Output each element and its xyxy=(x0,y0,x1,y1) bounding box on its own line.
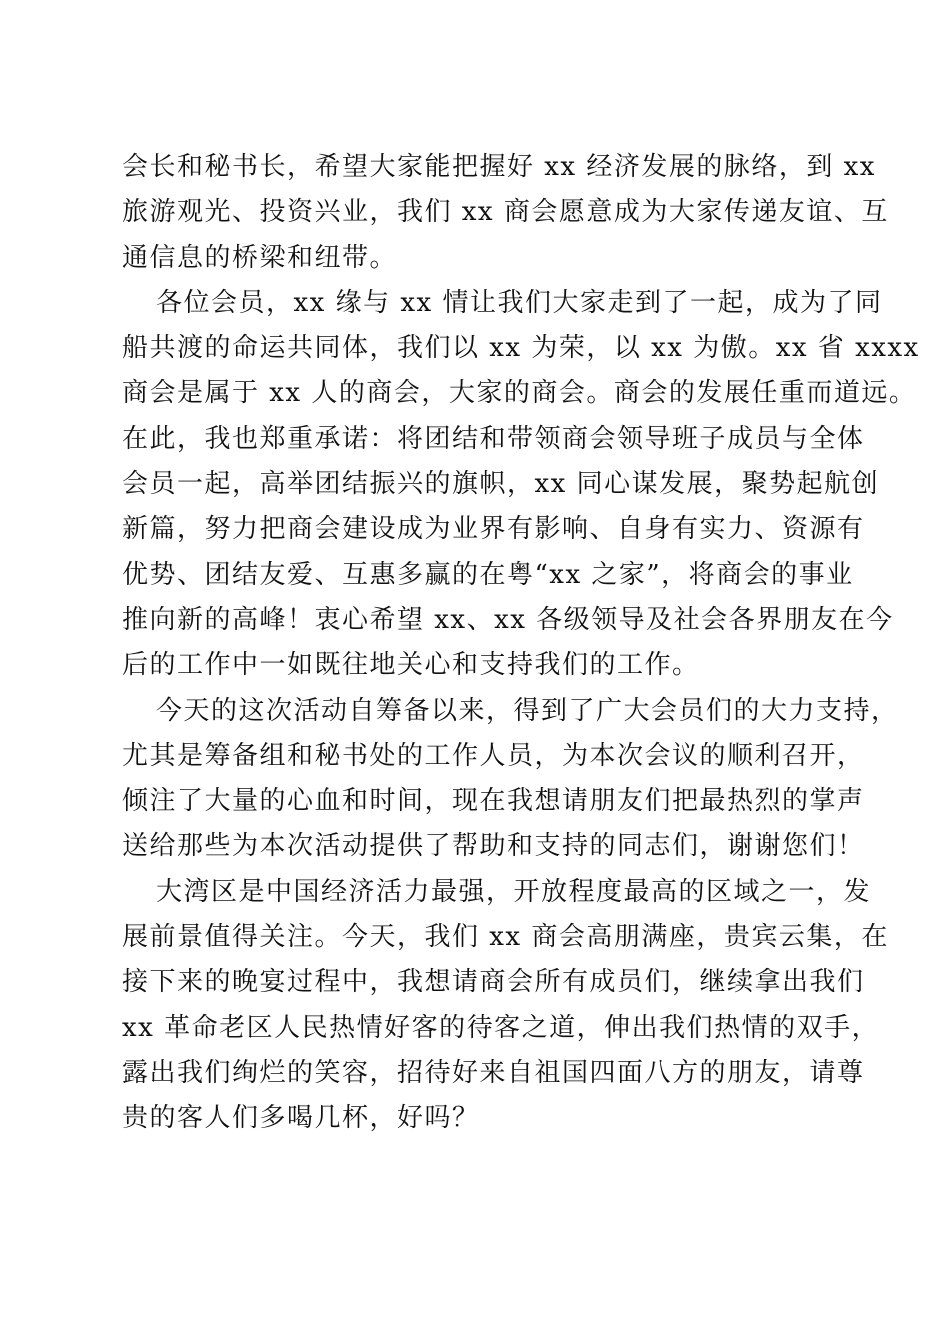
text-line: 优势、团结友爱、互惠多赢的在粤“xx 之家”，将商会的事业 xyxy=(122,559,854,590)
paragraph-1 xyxy=(122,145,889,281)
text-line: 会员一起，高举团结振兴的旗帜，xx 同心谋发展，聚势起航创 xyxy=(122,469,880,500)
text-line: 会长和秘书长，希望大家能把握好 xx 经济发展的脉络，到 xx xyxy=(122,152,876,182)
paragraph-2 xyxy=(122,281,920,689)
text-line: 送给那些为本次活动提供了帮助和支持的同志们，谢谢您们！ xyxy=(122,831,865,862)
text-line: 在此，我也郑重承诺：将团结和带领商会领导班子成员与全体 xyxy=(122,423,865,454)
text-line: 尤其是筹备组和秘书处的工作人员，为本次会议的顺利召开， xyxy=(122,740,865,771)
text-line: 商会是属于 xx 人的商会，大家的商会。商会的发展任重而道远。 xyxy=(122,378,917,409)
paragraph-3 xyxy=(122,689,899,870)
document-body xyxy=(122,145,920,1142)
text-line: 各位会员，xx 缘与 xx 情让我们大家走到了一起，成为了同 xyxy=(156,287,883,318)
text-line: 展前景值得关注。今天，我们 xx 商会高朋满座，贵宾云集，在 xyxy=(122,922,889,953)
text-line: 大湾区是中国经济活力最强，开放程度最高的区域之一，发 xyxy=(156,876,872,907)
text-line: 露出我们绚烂的笑容，招待好来自祖国四面八方的朋友，请尊 xyxy=(122,1057,865,1088)
text-line: 倾注了大量的心血和时间，现在我想请朋友们把最热烈的掌声 xyxy=(122,786,865,817)
text-line: 旅游观光、投资兴业，我们 xx 商会愿意成为大家传递友谊、互 xyxy=(122,197,889,228)
text-line: 今天的这次活动自筹备以来，得到了广大会员们的大力支持， xyxy=(156,695,899,726)
paragraph-4 xyxy=(122,870,889,1142)
text-line: 船共渡的命运共同体，我们以 xx 为荣，以 xx 为傲。xx 省 xxxx xyxy=(122,333,920,364)
text-line: 通信息的桥梁和纽带。 xyxy=(122,242,398,273)
text-line: 接下来的晚宴过程中，我想请商会所有成员们，继续拿出我们 xyxy=(122,967,865,998)
text-line: xx 革命老区人民热情好客的待客之道，伸出我们热情的双手， xyxy=(122,1012,880,1043)
text-line: 后的工作中一如既往地关心和支持我们的工作。 xyxy=(122,650,700,681)
text-line: 推向新的高峰！衷心希望 xx、xx 各级领导及社会各界朋友在今 xyxy=(122,604,894,635)
text-line: 新篇，努力把商会建设成为业界有影响、自身有实力、资源有 xyxy=(122,514,865,545)
text-line: 贵的客人们多喝几杯，好吗？ xyxy=(122,1103,480,1134)
